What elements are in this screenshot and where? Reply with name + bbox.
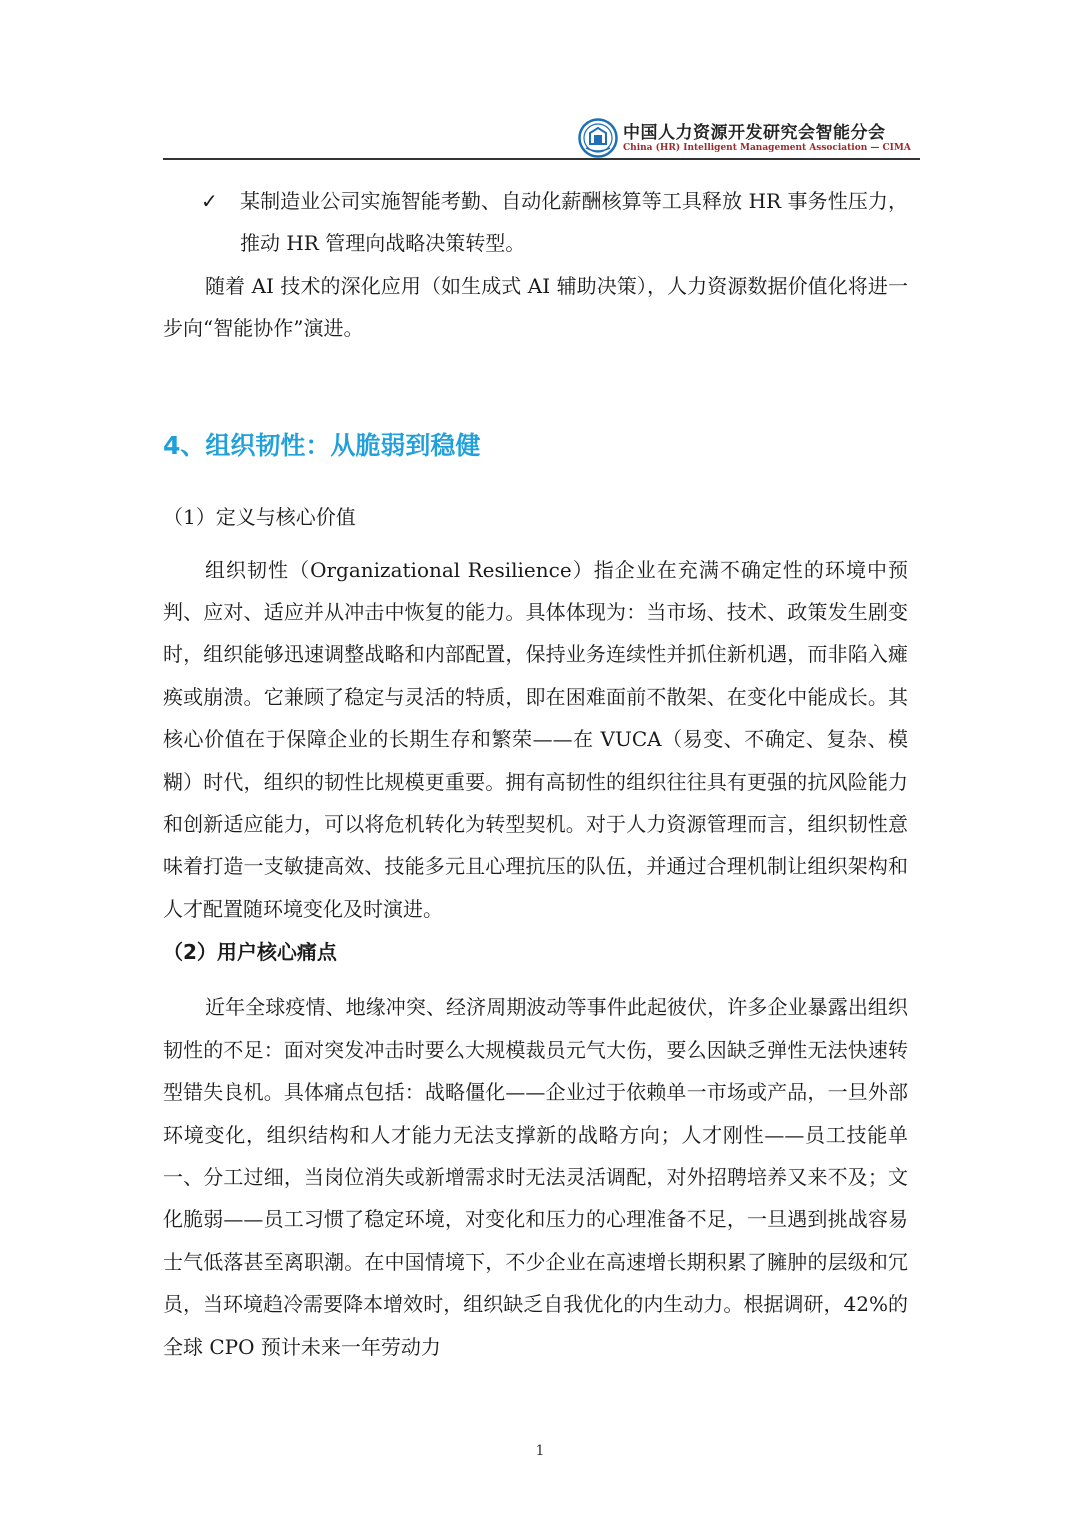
subsection-heading-definition: （1）定义与核心价值 <box>163 504 356 529</box>
pain-points-paragraph: 近年全球疫情、地缘冲突、经济周期波动等事件此起彼伏，许多企业暴露出组织韧性的不足：面对突发冲击时要么大规模裁员元气大伤，要么因缺乏弹性无法快速转型错失良机。具体痛点包括：战略僵化——企业过于依赖单一市场或产品，一旦外部环境变化，组织结构和人才能力无法支撑新的战略方向；人才刚性——员工技能单一、分工过细，当岗位消失或新增需求时无法灵活调配，对外招聘培养又来不及；文化脆弱——员工习惯了稳定环境，对变化和压力的心理准备不足，一旦遇到挑战容易士气低落甚至离职潮。在中国情境下，不少企业在高速增长期积累了臃肿的层级和冗员，当环境趋冷需要降本增效时，组织缺乏自我优化的内生动力。根据调研，42%的全球 CPO 预计未来一年劳动力 <box>163 995 908 1359</box>
bullet-text: 某制造业公司实施智能考勤、自动化薪酬核算等工具释放 HR 事务性压力，推动 HR 管理向战略决策转型。 <box>240 189 908 256</box>
header-divider <box>163 158 920 160</box>
intro-paragraph: 随着 AI 技术的深化应用（如生成式 AI 辅助决策），人力资源数据价值化将进一步向“智能协作”演进。 <box>163 273 908 341</box>
bullet-item <box>163 180 908 265</box>
organization-name-cn: 中国人力资源开发研究会智能分会 <box>623 123 886 143</box>
definition-paragraph: 组织韧性（Organizational Resilience）指企业在充满不确定性的环境中预判、应对、适应并从冲击中恢复的能力。具体体现为：当市场、技术、政策发生剧变时，组织能够迅速调整战略和内部配置，保持业务连续性并抓住新机遇，而非陷入瘫痪或崩溃。它兼顾了稳定与灵活的特质，即在困难面前不散架、在变化中能成长。其核心价值在于保障企业的长期生存和繁荣——在 VUCA（易变、不确定、复杂、模糊）时代，组织的韧性比规模更重要。拥有高韧性的组织往往具有更强的抗风险能力和创新适应能力，可以将危机转化为转型契机。对于人力资源管理而言，组织韧性意味着打造一支敏捷高效、技能多元且心理抗压的队伍，并通过合理机制让组织架构和人才配置随环境变化及时演进。 <box>163 557 908 921</box>
check-icon: ✓ <box>201 189 218 213</box>
subsection-heading-pain-points: （2）用户核心痛点 <box>163 940 337 965</box>
page-number: 1 <box>535 1443 545 1459</box>
document-body <box>163 180 908 1368</box>
page-header <box>163 112 920 160</box>
organization-name-en: China (HR) Intelligent Management Association — CIMA <box>623 143 911 153</box>
association-logo-icon <box>578 118 618 158</box>
section-heading: 4、组织韧性：从脆弱到稳健 <box>163 430 481 460</box>
